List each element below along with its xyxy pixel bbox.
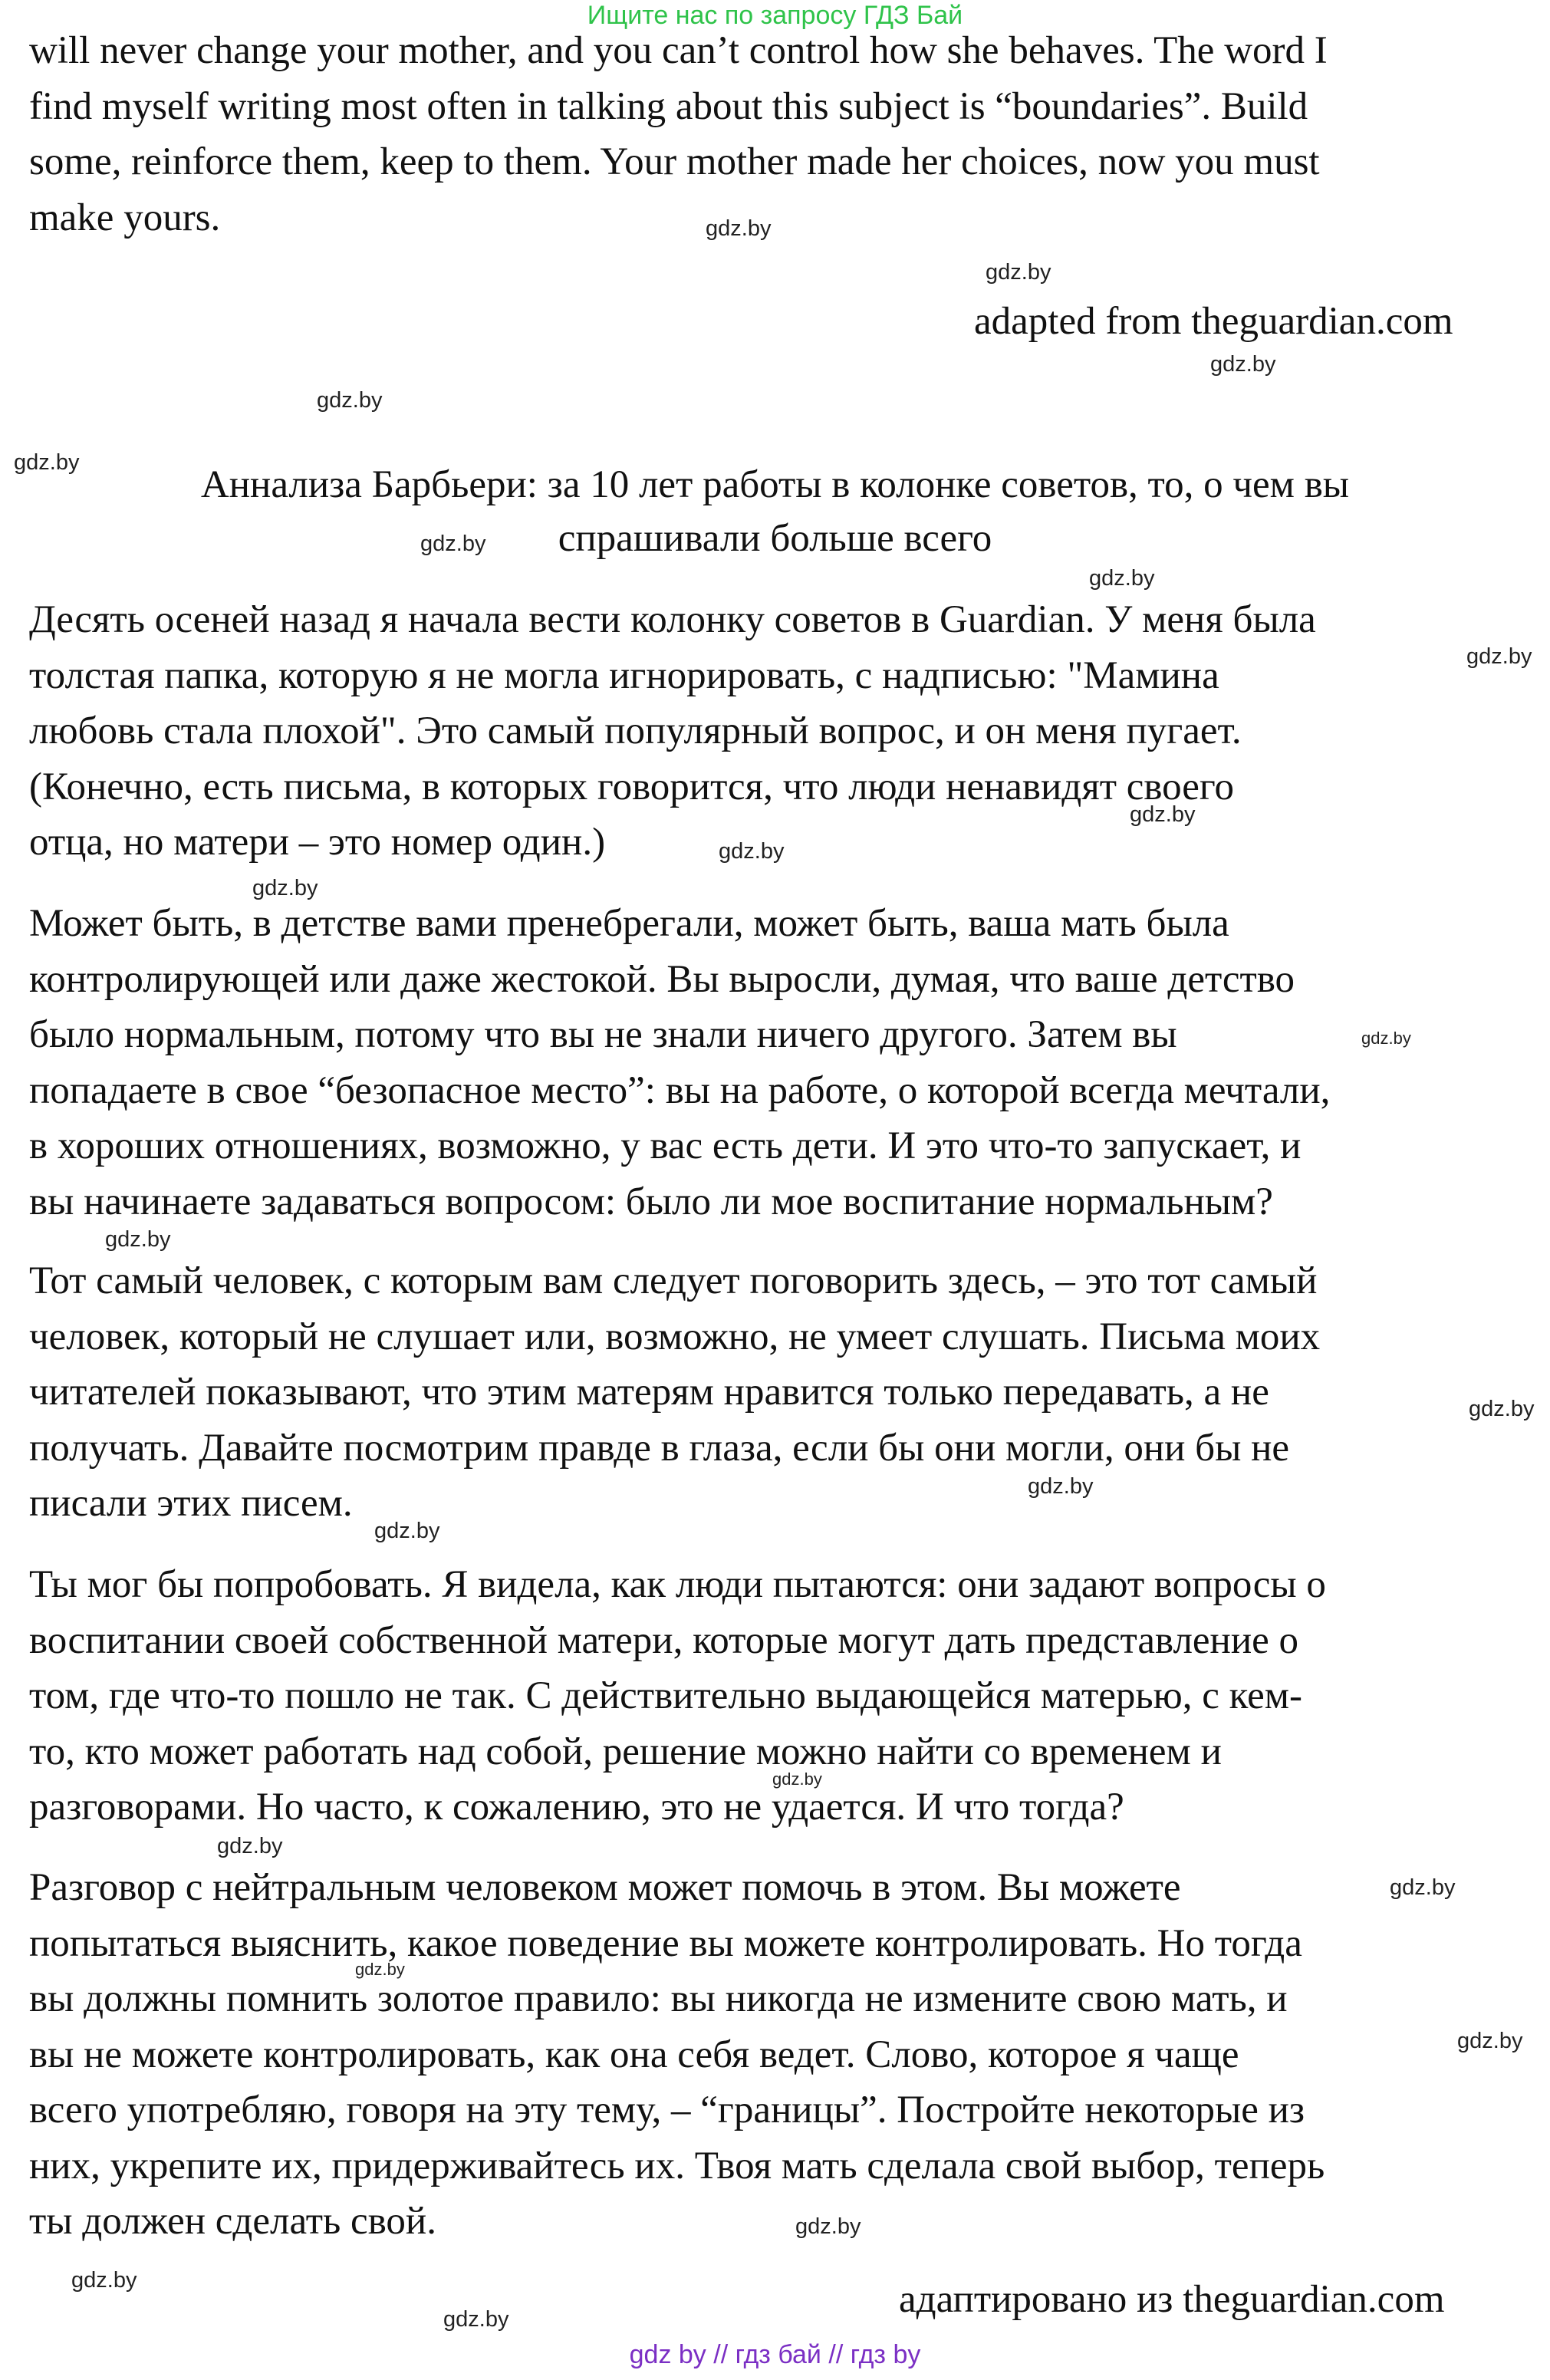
- russian-paragraph-5: [29, 1860, 1532, 2250]
- text-line: find myself writing most often in talking about this subject is “boundaries”. Build: [29, 84, 1308, 128]
- text-line: получать. Давайте посмотрим правде в глаза, если бы они могли, они бы не: [29, 1426, 1290, 1470]
- text-line: разговорами. Но часто, к сожалению, это не удается. И что тогда?: [29, 1786, 1124, 1829]
- text-line: воспитании своей собственной матери, которые могут дать представление о: [29, 1618, 1299, 1662]
- text-line: попадаете в свое “безопасное место”: вы на работе, о которой всегда мечтали,: [29, 1068, 1331, 1112]
- watermark: gdz.by: [1210, 352, 1276, 377]
- text-line: том, где что-то пошло не так. С действительно выдающейся матерью, с кем-: [29, 1674, 1303, 1717]
- watermark: gdz.by: [252, 876, 318, 900]
- russian-title-line-1: Аннализа Барбьери: за 10 лет работы в колонке советов, то, о чем вы: [200, 463, 1350, 506]
- text-line: было нормальным, потому что вы не знали ничего другого. Затем вы: [29, 1013, 1177, 1056]
- text-line: человек, который не слушает или, возможно, не умеет слушать. Письма моих: [29, 1315, 1321, 1358]
- text-line: Может быть, в детстве вами пренебрегали, может быть, ваша мать была: [29, 902, 1229, 945]
- text-line: отца, но матери – это номер один.): [29, 821, 606, 864]
- watermark: gdz.by: [1469, 1397, 1535, 1421]
- text-line: Десять осеней назад я начала вести колонку советов в Guardian. У меня была: [29, 598, 1316, 641]
- text-line: (Конечно, есть письма, в которых говорится, что люди ненавидят своего: [29, 765, 1235, 808]
- watermark: gdz.by: [71, 2268, 137, 2293]
- text-line: make yours.: [29, 196, 221, 239]
- text-line: вы не можете контролировать, как она себя ведет. Слово, которое я чаще: [29, 2033, 1239, 2076]
- english-source: adapted from theguardian.com: [974, 300, 1453, 343]
- watermark: gdz.by: [1390, 1875, 1456, 1900]
- watermark: gdz.by: [986, 260, 1051, 285]
- text-line: ты должен сделать свой.: [29, 2200, 436, 2243]
- watermark: gdz.by: [355, 1960, 405, 1979]
- text-line: попытаться выяснить, какое поведение вы можете контролировать. Но тогда: [29, 1921, 1302, 1965]
- watermark: gdz.by: [374, 1519, 440, 1543]
- english-paragraph: [29, 23, 1532, 245]
- russian-source: адаптировано из theguardian.com: [899, 2278, 1445, 2321]
- watermark: gdz.by: [105, 1227, 171, 1252]
- watermark: gdz.by: [317, 388, 383, 413]
- watermark: gdz.by: [14, 450, 80, 475]
- watermark: gdz.by: [719, 839, 785, 864]
- text-line: в хороших отношениях, возможно, у вас есть дети. И это что-то запускает, и: [29, 1124, 1302, 1167]
- footer-links[interactable]: gdz by // гдз бай // гдз by: [629, 2340, 921, 2369]
- watermark: gdz.by: [1089, 566, 1155, 591]
- text-line: них, укрепите их, придерживайтесь их. Твоя мать сделала свой выбор, теперь: [29, 2144, 1325, 2187]
- text-line: читателей показывают, что этим матерям нравится только передавать, а не: [29, 1371, 1269, 1414]
- text-line: вы начинаете задаваться вопросом: было ли мое воспитание нормальным?: [29, 1180, 1273, 1223]
- watermark: gdz.by: [217, 1834, 283, 1858]
- watermark: gdz.by: [772, 1769, 822, 1789]
- text-line: will never change your mother, and you can’t control how she behaves. The word I: [29, 29, 1328, 72]
- watermark: gdz.by: [1130, 802, 1196, 827]
- text-line: контролирующей или даже жестокой. Вы выросли, думая, что ваше детство: [29, 957, 1295, 1001]
- text-line: Разговор с нейтральным человеком может помочь в этом. Вы можете: [29, 1866, 1181, 1909]
- watermark: gdz.by: [443, 2307, 509, 2332]
- text-line: толстая папка, которую я не могла игнорировать, с надписью: "Мамина: [29, 653, 1219, 697]
- text-line: some, reinforce them, keep to them. Your mother made her choices, now you must: [29, 140, 1320, 183]
- russian-paragraph-1: [29, 592, 1532, 871]
- watermark: gdz.by: [1361, 1029, 1411, 1048]
- russian-paragraph-2: [29, 896, 1532, 1230]
- watermark: gdz.by: [1457, 2029, 1523, 2053]
- russian-title-line-2: спрашивали больше всего: [558, 517, 992, 560]
- russian-paragraph-4: [29, 1557, 1532, 1835]
- text-line: вы должны помнить золотое правило: вы никогда не измените свою мать, и: [29, 1977, 1288, 2020]
- watermark: gdz.by: [1466, 644, 1532, 669]
- text-line: Тот самый человек, с которым вам следует поговорить здесь, – это тот самый: [29, 1259, 1318, 1302]
- watermark: gdz.by: [795, 2214, 861, 2239]
- russian-paragraph-3: [29, 1253, 1535, 1532]
- text-line: всего употребляю, говоря на эту тему, – “границы”. Постройте некоторые из: [29, 2089, 1305, 2131]
- watermark: gdz.by: [1028, 1474, 1094, 1499]
- text-line: Ты мог бы попробовать. Я видела, как люди пытаются: они задают вопросы о: [29, 1563, 1326, 1606]
- watermark: gdz.by: [706, 216, 772, 241]
- text-line: писали этих писем.: [29, 1482, 353, 1525]
- watermark: gdz.by: [420, 532, 486, 556]
- text-line: любовь стала плохой". Это самый популярный вопрос, и он меня пугает.: [29, 709, 1242, 752]
- text-line: то, кто может работать над собой, решение можно найти со временем и: [29, 1730, 1222, 1773]
- top-search-link[interactable]: Ищите нас по запросу ГДЗ Бай: [587, 1, 963, 30]
